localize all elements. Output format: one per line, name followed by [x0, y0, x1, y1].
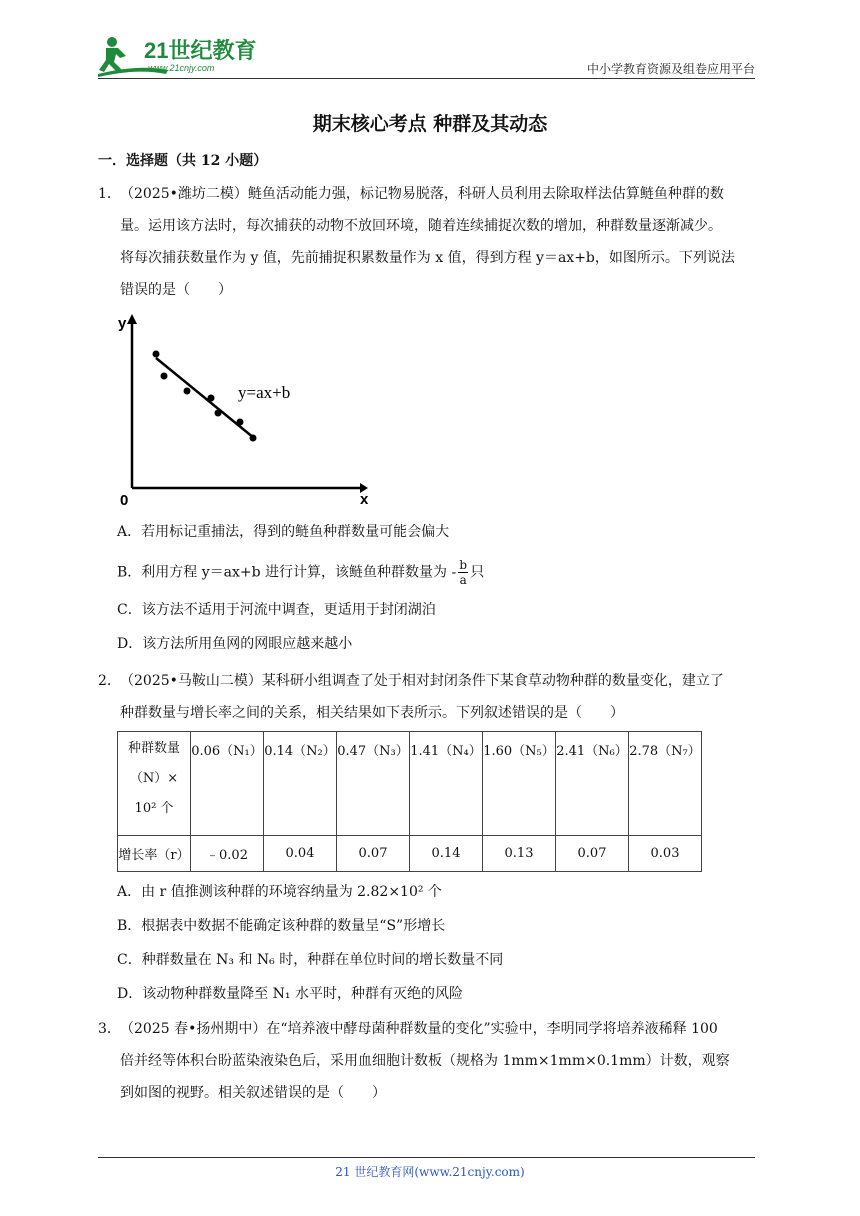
table-cell: 0.14（N₂） [264, 732, 337, 836]
table-cell: 2.41（N₆） [556, 732, 629, 836]
table-cell: 0.04 [264, 836, 337, 872]
fraction [458, 558, 468, 587]
data-point [184, 388, 191, 395]
question-line: （2025 春•扬州期中）在“培养液中酵母菌种群数量的变化”实验中，李明同学将培养液稀释 100 [120, 1021, 718, 1037]
q1-option-b [117, 558, 484, 587]
footer-divider [98, 1157, 755, 1158]
question-number: 2． [98, 673, 121, 689]
table-header-cell: 增长率（r） [118, 836, 191, 872]
table-cell: 0.14 [410, 836, 483, 872]
fraction-numerator: b [459, 558, 468, 572]
table-row [118, 836, 702, 872]
option-b-text: B．利用方程 y＝ax+b 进行计算，该鲢鱼种群数量为 - [117, 564, 457, 581]
q1-option-d: D．该方法所用鱼网的网眼应越来越小 [117, 636, 353, 652]
table-header-cell [118, 732, 191, 836]
removal-sampling-graph [112, 312, 368, 508]
question-line: 倍并经等体积台盼蓝染液染色后，采用血细胞计数板（规格为 1mm×1mm×0.1mm）计数，观察 [120, 1053, 730, 1069]
data-point [161, 373, 168, 380]
platform-name: 中小学教育资源及组卷应用平台 [586, 62, 755, 76]
question-number: 3． [98, 1021, 121, 1037]
table-cell: 0.07 [556, 836, 629, 872]
header-line: 种群数量 [127, 741, 180, 756]
table-row [118, 732, 702, 836]
table-cell: 0.13 [483, 836, 556, 872]
x-axis-label: x [360, 491, 368, 508]
question-line: （2025•马鞍山二模）某科研小组调查了处于相对封闭条件下某食草动物种群的数量变化，建立了 [120, 673, 724, 689]
question-line: 将每次捕获数量作为 y 值，先前捕捉积累数量作为 x 值，得到方程 y＝ax+b，如图所示。下列说法 [120, 250, 735, 266]
footer-link[interactable]: 21 世纪教育网(www.21cnjy.com) [335, 1165, 525, 1179]
question-3 [98, 1013, 766, 1109]
q2-option-b: B．根据表中数据不能确定该种群的数量呈“S”形增长 [117, 918, 446, 934]
table-cell: 0.03 [629, 836, 702, 872]
question-line: 到如图的视野。相关叙述错误的是（ ） [120, 1085, 386, 1101]
logo-url: www.21cnjy.com [148, 63, 215, 73]
table-cell: 0.07 [337, 836, 410, 872]
table-cell: 1.60（N₅） [483, 732, 556, 836]
header-divider [98, 78, 755, 79]
header-line: 10² 个 [134, 801, 174, 816]
site-logo [98, 34, 258, 78]
table-cell: 0.47（N₃） [337, 732, 410, 836]
table-cell: 0.06（N₁） [191, 732, 264, 836]
data-point [153, 351, 160, 358]
q1-option-c: C．该方法不适用于河流中调查，更适用于封闭湖泊 [117, 602, 436, 618]
origin-label: 0 [120, 492, 129, 508]
section-heading: 一．选择题（共 12 小题） [98, 153, 268, 169]
equation-label: y=ax+b [238, 383, 291, 402]
y-axis-label: y [118, 315, 127, 332]
fraction-denominator: a [459, 573, 467, 587]
option-b-unit: 只 [470, 564, 485, 581]
q2-option-c: C．种群数量在 N₃ 和 N₆ 时，种群在单位时间的增长数量不同 [117, 952, 504, 968]
q2-option-a: A．由 r 值推测该种群的环境容纳量为 2.82×10² 个 [117, 884, 442, 900]
table-cell: 2.78（N₇） [629, 732, 702, 836]
data-table [117, 731, 702, 872]
table-cell: 1.41（N₄） [410, 732, 483, 836]
y-axis-arrow-icon [127, 314, 137, 324]
question-1 [98, 178, 766, 306]
table-cell: ﹣0.02 [191, 836, 264, 872]
data-point [215, 410, 222, 417]
data-point [237, 419, 244, 426]
question-number: 1． [98, 186, 121, 202]
q1-option-a: A．若用标记重捕法，得到的鲢鱼种群数量可能会偏大 [117, 524, 450, 540]
question-line: 错误的是（ ） [120, 282, 232, 298]
question-line: 量。运用该方法时，每次捕获的动物不放回环境，随着连续捕捉次数的增加，种群数量逐渐减少。 [120, 218, 722, 234]
header-line: （N）× [129, 771, 179, 786]
logo-text: 21世纪教育 [144, 38, 257, 63]
question-line: （2025•潍坊二模）鲢鱼活动能力强，标记物易脱落，科研人员利用去除取样法估算鲢鱼种群的数 [120, 186, 724, 202]
page-title: 期末核心考点 种群及其动态 [312, 113, 548, 135]
data-point [250, 435, 257, 442]
question-2 [98, 665, 766, 729]
question-line: 种群数量与增长率之间的关系，相关结果如下表所示。下列叙述错误的是（ ） [120, 705, 624, 721]
data-point [208, 395, 215, 402]
q2-option-d: D．该动物种群数量降至 N₁ 水平时，种群有灭绝的风险 [117, 986, 463, 1002]
